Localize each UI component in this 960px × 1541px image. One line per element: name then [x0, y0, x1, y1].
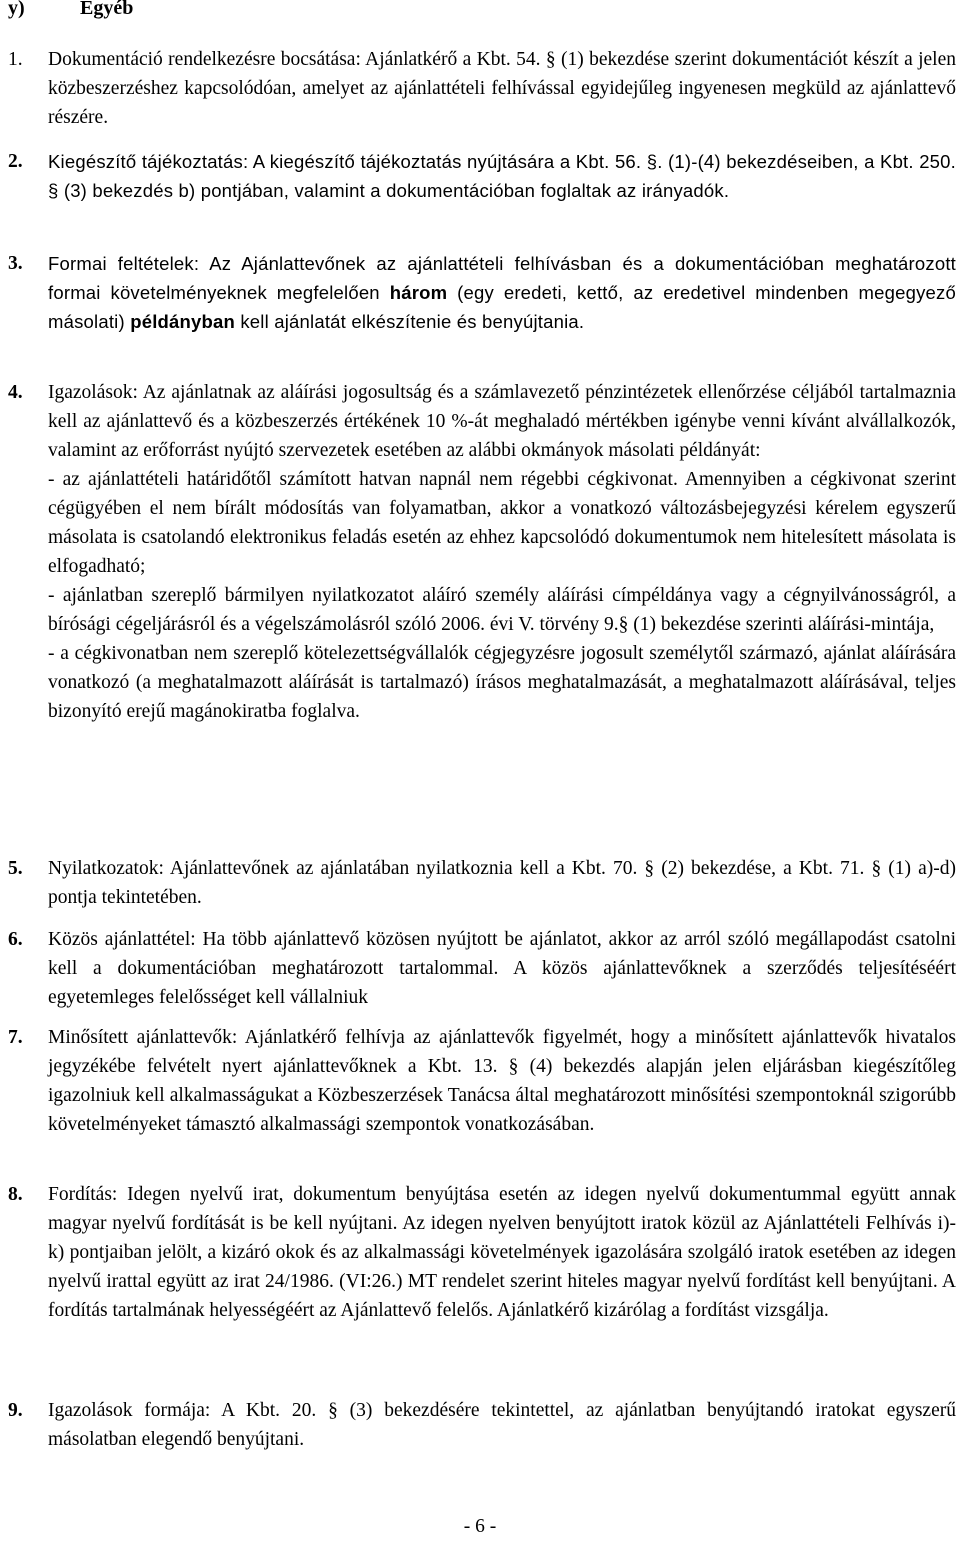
- list-item-4: [8, 378, 956, 726]
- item-text: [48, 249, 956, 336]
- item-number: 1.: [8, 49, 23, 70]
- item-number: 2.: [8, 151, 23, 172]
- list-item-2: [8, 147, 956, 205]
- item-paragraph: Igazolások: Az ajánlatnak az aláírási jogosultság és a számlavezető pénzintézetek ellenőrzése céljából tartalmaznia kell az ajánlattevő és a közbeszerzés értékének 10 %-át meghaladó mértékben igénybe venni kívánt alvállalkozók, valamint az erőforrást nyújtó szervezetek esetében az alábbi okmányok másolati példányát:: [48, 382, 956, 461]
- item-number: 4.: [8, 382, 23, 403]
- item-number: 9.: [8, 1400, 23, 1421]
- item-text-part: kell ajánlatát elkészítenie és benyújtania.: [235, 311, 585, 332]
- list-item-3: [8, 249, 956, 336]
- item-text-part: (egy eredeti, kettő, az eredetivel mindenben megegyező másolati): [48, 282, 956, 332]
- bold-text: három: [389, 282, 448, 303]
- item-text: Igazolások formája: A Kbt. 20. § (3) bekezdésére tekintettel, az ajánlatban benyújtandó iratokat egyszerű másolatban elegendő benyújtani.: [48, 1400, 956, 1450]
- item-text: Fordítás: Idegen nyelvű irat, dokumentum benyújtása esetén az idegen nyelvű dokumentummal együtt annak magyar nyelvű fordítását is be kell nyújtani. Az idegen nyelven benyújtott iratok közül az Ajánlattételi Felhívás i)-k) pontjaiban jelölt, a kizáró okok és az alkalmassági követelmények igazolására szolgáló iratok esetében az idegen nyelvű irattal együtt az irat 24/1986. (VI:26.) MT rendelet szerint hiteles magyar nyelvű fordítást kell benyújtani. A fordítás tartalmának helyességéért az Ajánlattevő felelős. Ajánlatkérő kizárólag a fordítást vizsgálja.: [48, 1184, 956, 1321]
- list-item-7: [8, 1023, 956, 1139]
- list-item-1: [8, 45, 956, 132]
- list-item-5: [8, 854, 956, 912]
- item-number: 8.: [8, 1184, 23, 1205]
- list-item-8: [8, 1180, 956, 1325]
- item-number: 6.: [8, 929, 23, 950]
- item-number: 5.: [8, 858, 23, 879]
- item-text: Minősített ajánlattevők: Ajánlatkérő felhívja az ajánlattevők figyelmét, hogy a minősített ajánlattevők hivatalos jegyzékébe felvételt nyert ajánlattevőknek a Kbt. 13. § (4) bekezdés alapján jelen eljárásban kiegészítőleg igazolniuk kell alkalmasságukat a Közbeszerzések Tanácsa által meghatározott minősítési szempontoknál szigorúbb követelményeket támasztó alkalmassági szempontok vonatkozásában.: [48, 1027, 956, 1135]
- bold-text: példányban: [130, 311, 236, 332]
- item-paragraph: - ajánlatban szereplő bármilyen nyilatkozatot aláíró személy aláírási címpéldánya vagy a cégnyilvánosságról, a bírósági cégeljárásról és a végelszámolásról szóló 2006. évi V. törvény 9.§ (1) bekezdése szerinti aláírási-mintája,: [48, 585, 956, 635]
- item-text-part: Formai feltételek: Az Ajánlattevőnek az ajánlattételi felhívásban és a dokumentációban meghatározott formai követelményeknek megfelelően: [48, 253, 956, 303]
- section-letter: y): [8, 0, 25, 19]
- item-text: Nyilatkozatok: Ajánlattevőnek az ajánlatában nyilatkoznia kell a Kbt. 70. § (2) bekezdése, a Kbt. 71. § (1) a)-d) pontja tekintetében.: [48, 858, 956, 908]
- item-text: Dokumentáció rendelkezésre bocsátása: Ajánlatkérő a Kbt. 54. § (1) bekezdése szerint dokumentációt készít a jelen közbeszerzéshez kapcsolódóan, amelyet az ajánlattételi felhívással egyidejűleg ingyenesen megküld az ajánlattevő részére.: [48, 49, 956, 128]
- item-number: 3.: [8, 253, 23, 274]
- item-paragraph: - az ajánlattételi határidőtől számított hatvan napnál nem régebbi cégkivonat. Amennyiben a cégkivonat szerint cégügyében el nem bírált módosítás van folyamatban, akkor a vonatkozó változásbejegyzési kérelem egyszerű másolata is csatolandó elektronikus feladás esetén az ehhez kapcsolódó dokumentumok nem hitelesített másolata is elfogadható;: [48, 469, 956, 577]
- item-text: Kiegészítő tájékoztatás: A kiegészítő tájékoztatás nyújtására a Kbt. 56. §. (1)-(4) bekezdéseiben, a Kbt. 250. § (3) bekezdés b) pontjában, valamint a dokumentációban foglaltak az irányadók.: [48, 151, 956, 201]
- section-title: Egyéb: [80, 0, 134, 19]
- item-text: Közös ajánlattétel: Ha több ajánlattevő közösen nyújtott be ajánlatot, akkor az arról szóló megállapodást csatolni kell a dokumentációban meghatározott tartalommal. A közös ajánlattevőknek a szerződés teljesítéséért egyetemleges felelősséget kell vállalniuk: [48, 929, 956, 1008]
- page-number: - 6 -: [463, 1516, 497, 1537]
- section-heading: [8, 0, 133, 23]
- list-item-6: [8, 925, 956, 1012]
- list-item-9: [8, 1396, 956, 1454]
- item-number: 7.: [8, 1027, 23, 1048]
- item-paragraph: - a cégkivonatban nem szereplő kötelezettségvállalók cégjegyzésre jogosult személytől származó, ajánlat aláírására vonatkozó (a meghatalmazott aláírását is tartalmazó) írásos meghatalmazását, a meghatalmazott aláírásával, teljes bizonyító erejű magánokiratba foglalva.: [48, 643, 956, 722]
- item-text: [48, 378, 956, 726]
